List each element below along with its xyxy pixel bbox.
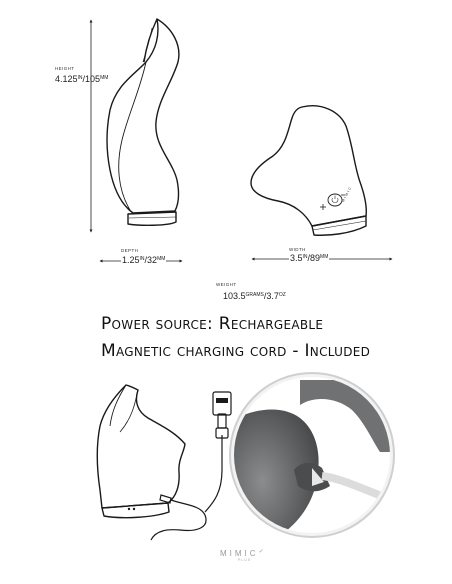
height-mm: 105 xyxy=(85,74,101,84)
depth-inch-unit: IN xyxy=(139,256,145,262)
weight-label: WEIGHT xyxy=(216,282,237,287)
brand-name: MIMIC xyxy=(220,549,259,558)
weight-grams: 103.5 xyxy=(223,291,246,301)
width-inches: 3.5 xyxy=(290,253,303,263)
width-value: $3.5^{IN}/89^{MM}$ xyxy=(290,253,329,263)
power-button-icon xyxy=(328,194,342,206)
weight-value: $103.5^{GRAMS}/3.7^{OZ}$ xyxy=(223,291,286,301)
height-mm-unit: MM xyxy=(100,75,109,81)
device-side-view xyxy=(107,19,179,225)
device-front-view xyxy=(251,106,366,236)
weight-oz-unit: OZ xyxy=(278,292,286,298)
width-label: WIDTH xyxy=(289,247,306,252)
depth-mm: 32 xyxy=(147,255,158,265)
magnetic-charging-cord xyxy=(151,392,231,540)
height-label: HEIGHT xyxy=(55,66,75,71)
brand-check-icon: ✓ xyxy=(258,549,264,555)
weight-oz: 3.7 xyxy=(266,291,279,301)
depth-inches: 1.25 xyxy=(122,255,140,265)
weight-grams-unit: GRAMS xyxy=(245,292,264,298)
height-inches: 4.125 xyxy=(55,74,78,84)
charging-cord-spec: Magnetic charging cord - Included xyxy=(101,341,371,361)
width-mm-unit: MM xyxy=(320,254,329,260)
width-inch-unit: IN xyxy=(302,254,308,260)
height-value: $4.125^{IN}/105^{MM}$ xyxy=(55,74,109,84)
plus-icon xyxy=(320,204,326,210)
depth-value: $1.25^{IN}/32^{MM}$ xyxy=(122,255,166,265)
device-closeup-photo xyxy=(230,373,394,540)
depth-label: DEPTH xyxy=(121,248,139,253)
brand-logo xyxy=(220,548,264,558)
device-charging-illustration xyxy=(97,385,185,518)
device-brand-text: MIMIC xyxy=(341,185,353,203)
power-source-spec: Power source: Rechargeable xyxy=(101,314,324,334)
width-mm: 89 xyxy=(310,253,321,263)
brand-sub: PLUS xyxy=(238,558,252,562)
height-inch-unit: IN xyxy=(77,75,83,81)
depth-mm-unit: MM xyxy=(157,256,166,262)
